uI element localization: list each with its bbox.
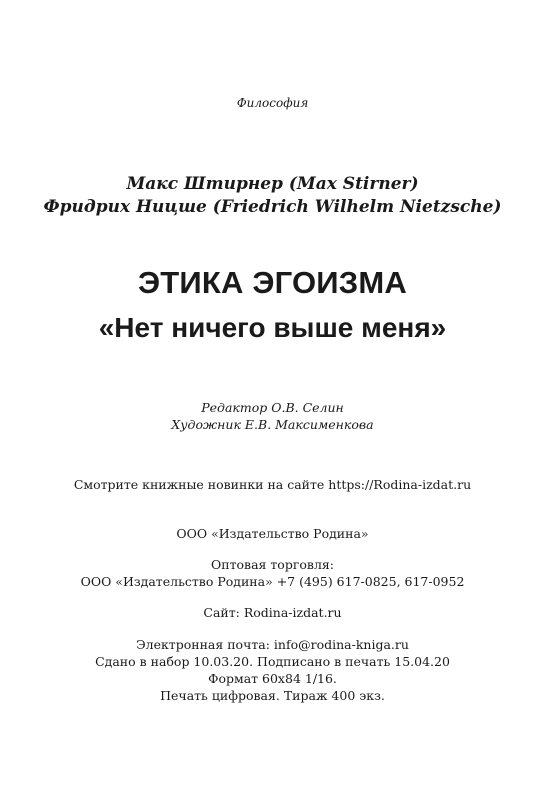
format-line: Формат 60x84 1/16. — [208, 671, 337, 686]
book-subtitle: «Нет ничего выше меня» — [98, 312, 447, 343]
book-title: ЭТИКА ЭГОИЗМА — [137, 265, 408, 300]
series-label: Философия — [236, 96, 309, 110]
artist-credit: Художник Е.В. Максименкова — [171, 417, 374, 432]
printing-line: Печать цифровая. Тираж 400 экз. — [160, 688, 385, 703]
publisher-name: ООО «Издательство Родина» — [176, 526, 369, 541]
print-dates: Сдано в набор 10.03.20. Подписано в печать 15.04.20 — [95, 654, 450, 669]
author-nietzsche: Фридрих Ницше (Friedrich Wilhelm Nietzsche) — [43, 197, 502, 217]
email-line: Электронная почта: info@rodina-kniga.ru — [136, 637, 409, 652]
new-books-notice: Смотрите книжные новинки на сайте https://Rodina-izdat.ru — [73, 477, 472, 492]
author-stirner: Макс Штирнер (Max Stirner) — [126, 174, 419, 194]
wholesale-contact: ООО «Издательство Родина» +7 (495) 617-0825, 617-0952 — [80, 574, 465, 589]
website-line: Сайт: Rodina-izdat.ru — [203, 605, 342, 620]
editor-credit: Редактор О.В. Селин — [201, 400, 344, 415]
wholesale-label: Оптовая торговля: — [211, 557, 334, 572]
